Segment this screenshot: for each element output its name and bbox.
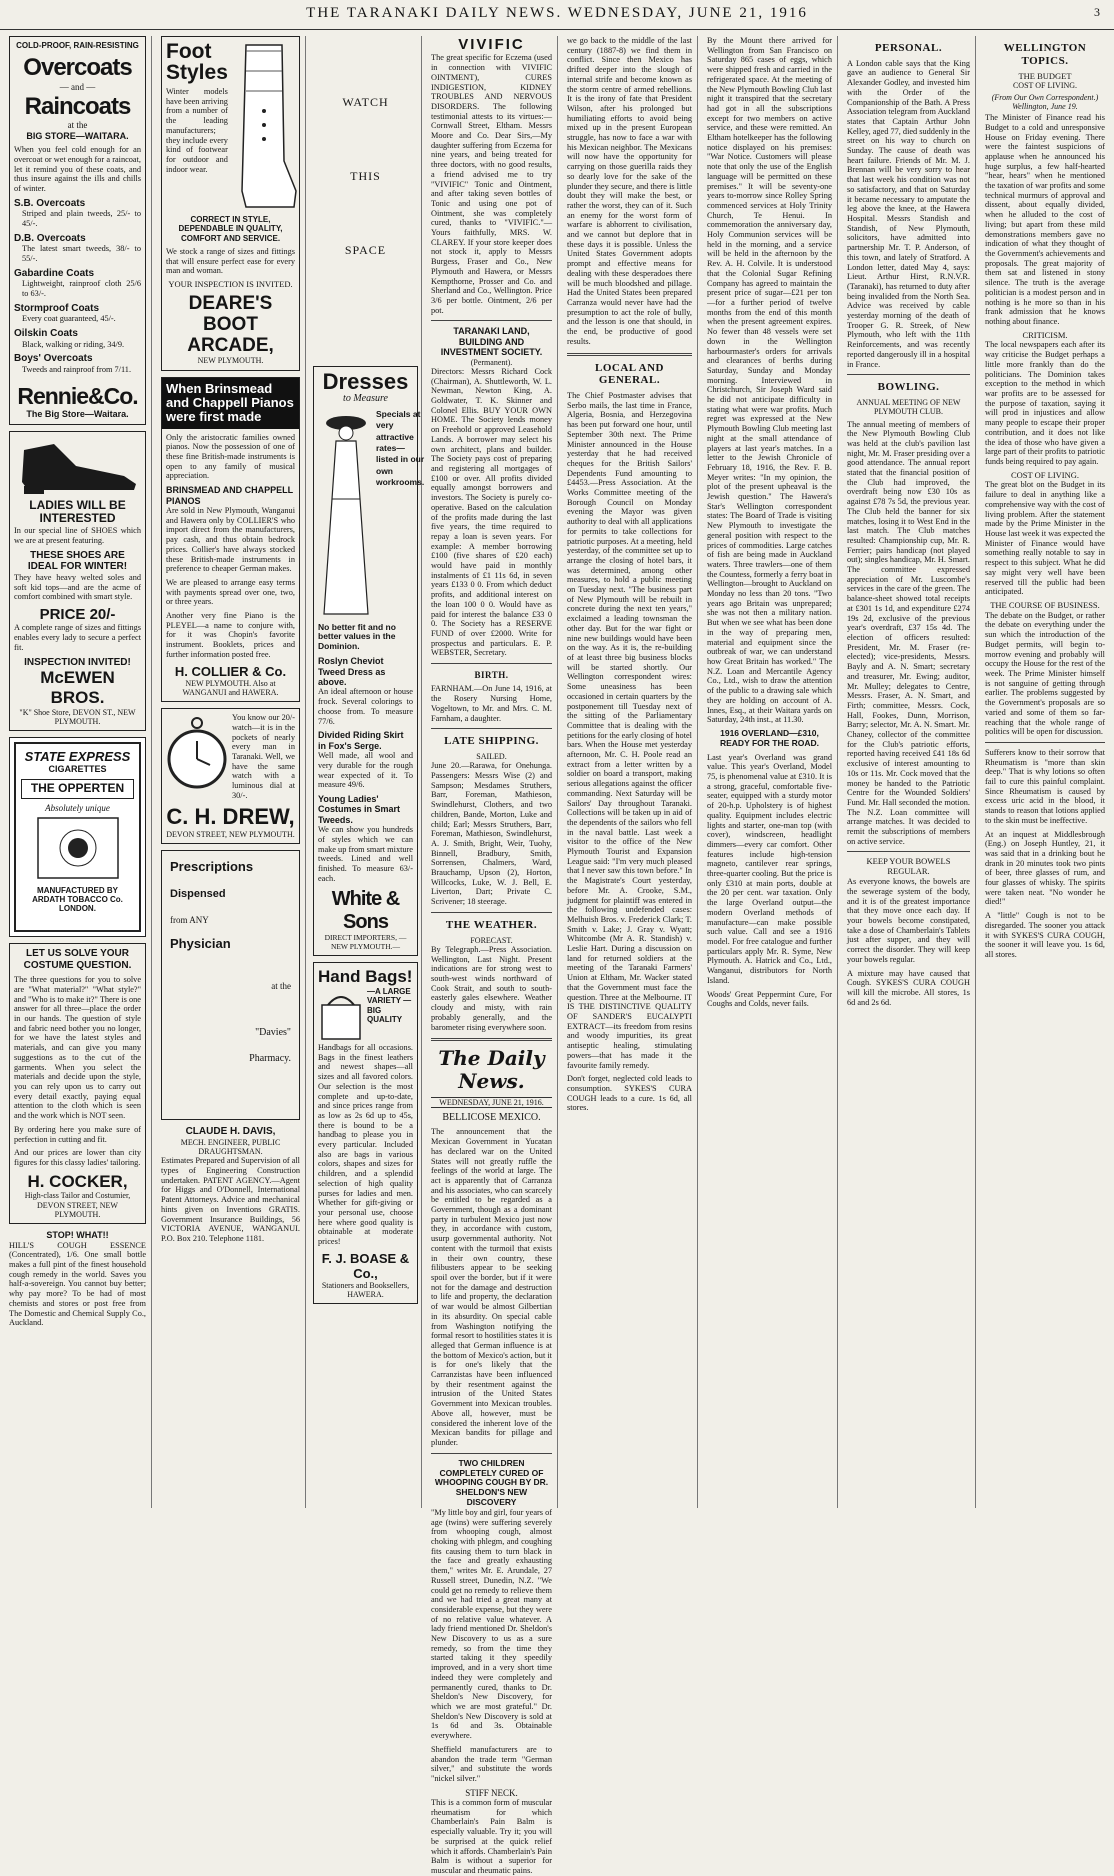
cocker-order: By ordering here you make sure of perfection in cutting and fit. — [14, 1124, 141, 1144]
state-made: MANUFACTURED BY ARDATH TOBACCO Co. LONDON. — [32, 885, 123, 914]
cost2-title: COST OF LIVING. — [1010, 469, 1080, 480]
rennie-brand-sub: The Big Store—Waitara. — [26, 409, 129, 420]
budget-body: The Minister of Finance read his Budget to a cold and unresponsive House on Friday evening. There were the faintest suspicions of applause when he announced his huge surplus, a few half-hearted "hear, hears" when he mentioned the taxation of war profits and some technical murmurs of approval and dissent, about equally divided, when he alluded to the cost of living; but apart from these mild demonstrations members gave no indication of what they thought of the Government's achievements and proposals. The great majority of them sat and listened in stony silence. The truth is the average politician is a modest person and in nothing is he more so than in his frank admission that he knows nothing about finance. — [985, 113, 1105, 326]
rennie-brand: Rennie&Co. — [17, 382, 138, 409]
mcewen-ad — [9, 431, 146, 731]
rennie-overcoats: Overcoats — [23, 54, 132, 82]
collier-h2: BRINSMEAD AND CHAPPELL PIANOS — [166, 485, 294, 506]
rennie-item-desc: The latest smart tweeds, 38/- to 55/-. — [22, 244, 141, 264]
local-general-title: LOCAL AND GENERAL. — [595, 361, 664, 387]
col6-body: By the Mount there arrived for Wellington from San Francisco on Saturday 865 cases of eggs, which were shipped fresh and carried in the refrigerated space. At the meeting of the New Plymouth Bowling Club last night it transpired that the secretary had got in all the subscriptions except for two members on active service, and these were remitted. An Eltham hotelkeeper has the following notice displayed on his premises: "War Notice. Customers will please note that only the use of the English language will be permitted on these premises." It will be seventy-one years to-morrow since Rolley Spring commenced services at Holy Trinity Church, Te Henui. In commemoration the anniversary day, Holy Communion services will be held in the morning, and a service will be held in the afternoon by the Rev. A. H. Colvile. It is understood that the Colonial Sugar Refining Company has agreed to maintain the present price of sugar—£21 per ton—for a further period of twelve months from the end of this month when the present agreement expires. No fewer than 48 vessels were set down in the Wellington harbourmaster's orders for arrivals and clearances of berths during Saturday, Sunday and Monday morning. Interviewed in Christchurch, Sir Joseph Ward said he did not anticipate difficulty in stating what were war profits. Much regret was expressed at the New Plymouth Bowling Club meeting last night at the small attendance of players at last year's matches. In a letter to the Jewish Chronicle of February 18, 1916, the Rev. F. B. Meyer writes: "In my opinion, the plot of the present upheaval is the Jewish question." The Hawera's Star's Wellington correspondent states: The Board of Trade is visiting New Plymouth to investigate the general position with respect to the prices of commodities. Large catches of fish are being made in Auckland waters. Three trawlers—one of them the Countess, formerly a ferry boat in Wellington—brought to Auckland on Monday no less than 20 tons. "Two years ago Britain was unprepared; she was not then a military nation. But when we see what has been done in the way of preparing men, material and equipment since the outbreak of war, we can understand how Great Britain has worked." The N.Z. Loan and Mercantile Agency Co., Ltd., wish to draw the attention of the public to a drawing sale which they are holding on account of A. Innes, Esq., at their Waitara yards on Saturday, 24th inst., at 11.30. — [707, 36, 832, 725]
rennie-raincoats: Raincoats — [24, 92, 131, 120]
rennie-item-name: Oilskin Coats — [14, 328, 78, 340]
column-1 — [4, 36, 152, 1508]
birth-body: FARNHAM.—On June 14, 1916, at the Rosery Nursing Home, Vogeltown, to Mr. and Mrs. C. M. Farnham, a daughter. — [431, 684, 552, 723]
dresses-cheviot: Roslyn Cheviot Tweed Dress as above. — [318, 656, 386, 688]
column-3 — [310, 36, 425, 1508]
davis-body: Estimates Prepared and Supervision of all types of Engineering Construction undertaken. PATENT AGENCY.—Agent for Higgs and O'Donnell, International Patent Attorneys. Advice and mechanical hints given on Inventions GRATIS. Government Insurance Buildings, 56 VICTORIA AVENUE, WANGANUI. P.O. Box 210. Telephone 1181. — [161, 1156, 300, 1243]
hill-title: STOP! WHAT!! — [46, 1230, 109, 1241]
personal-body: A London cable says that the King gave an audience to General Sir Alexander Godley, and invested him with the Order of the Companionship of the Bath. A Press Association telegram from Auckland states that Captain Arthur John Kelley, aged 77, died suddenly in the street on his way to church on Sunday. The cause of death was heart failure. Friends of Mr. M. J. Brennan will be very sorry to hear that last week his condition was not so satisfactory, and that on Saturday it became necessary to amputate the leg above the knee, at the Hawera Hospital. Messrs Standish and Standish, of New Plymouth, solicitors, have admitted into partnership Mr. T. P. Anderson, of this town, and lately of Stratford. A London letter, dated May 4, says: Lieut. Arthur Hirst, R.N.V.R. (Taranaki), has returned to duty after being invalided from the North Sea. Advice was received by cable yesterday morning of the death of Trooper G. R. Streek, of New Plymouth, who left with the 11th Reinforcements, and was recently reported dangerously ill in a hospital in France. — [847, 58, 970, 369]
land-title: TARANAKI LAND, BUILDING AND INVESTMENT SOCIETY. — [440, 326, 543, 358]
watch-illustration — [166, 713, 228, 793]
dresses-fitter: No better fit and no better values in the Dominion. — [318, 621, 396, 652]
stiff-neck-title: STIFF NECK. — [465, 1787, 518, 1798]
rennie-item-desc: Black, walking or riding, 34/9. — [22, 339, 125, 349]
davies-l6: "Davies" — [255, 1027, 291, 1039]
column-2 — [156, 36, 306, 1508]
cough-title: TWO CHILDREN COMPLETELY CURED OF WHOOPING COUGH BY DR. SHELDON'S NEW DISCOVERY — [434, 1457, 549, 1508]
bags-sub: —A LARGE VARIETY —BIG QUALITY — [367, 986, 412, 1024]
cocker-addr: High-class Tailor and Costumier, DEVON STREET, NEW PLYMOUTH. — [24, 1191, 131, 1219]
watch-space-ad — [313, 96, 418, 366]
inquest-note: At an inquest at Middlesbrough (Eng.) on Joseph Huntley, 21, it was said that in a drinking bout he drank in 20 minutes took two pints of beer, three glasses of rum, and four glasses of whisky. The spirits were taken neat. "No wonder he died!" — [985, 829, 1105, 907]
rennie-intro: When you feel cold enough for an overcoat or wet enough for a raincoat, let it remind you of these coats, and thus insure against the ills and chills of winter. — [14, 145, 141, 194]
cocker-ad — [9, 943, 146, 1224]
cocker-name: H. COCKER, — [27, 1171, 128, 1191]
course-title: THE COURSE OF BUSINESS. — [990, 599, 1100, 610]
dresses-specials: Specials at very attractive rates—listed in our own workrooms. — [376, 408, 425, 488]
davis-name: CLAUDE H. DAVIS, — [185, 1126, 276, 1138]
state-brand: STATE EXPRESS — [24, 749, 131, 765]
paper-title: The Daily News. — [438, 1046, 545, 1094]
collier-name: H. COLLIER & Co. — [174, 663, 287, 679]
editorial-continued: we go back to the middle of the last century (1887-8) we find them in conflict. Since then Mexico has drifted deeper into the slough of internal strife and become known as the storm centre of armed rebellions. It is the irony of fate that President Wilson, after his prolonged but humiliating efforts to avoid being mixed up in the present European struggle, has now to face a war with his Mexican neighbor. The Mexicans will now have the opportunity for carrying on those guerilla raids they so dearly love for the sake of the plunder they secure, and there is little doubt they will make the best, or rather the worst, they can of it. Such an enemy for the worst form of warfare is abhorrent to civilisation, and we cannot but deplore that in these days it is possible. Unless the United States Government adopts prompt and effective means for dealing with these desperadoes there will be much bloodshed and pillage. Had the United States been prepared Carranza would never have had the presumption to act the role of bully, and the lesson is one that should, in the end, be productive of good results. — [567, 36, 692, 346]
bowling-title: BOWLING. — [877, 381, 940, 394]
white-sons-ad — [313, 366, 425, 956]
dresses-cheviot-desc: An ideal afternoon or house frock. Several colorings to choose from. To measure 77/6. — [318, 687, 413, 726]
dresses-young-desc: We can show you hundreds of styles which we can make up from smart mixture tweeds. Lined and well finished. To measure 63/- each. — [318, 825, 413, 883]
drew-body: You know our 20/- watch—it is in the pockets of nearly every man in Taranaki. Well, we have the same watch with a luminous dial at 30/-. — [232, 713, 295, 800]
rennie-item — [14, 353, 141, 374]
woods-ad: Woods' Great Peppermint Cure, For Coughs and Colds, never fails. — [707, 989, 832, 1009]
dresses-divided-desc: Well made, all wool and very durable for the rough wear expected of it. To measure 49/6. — [318, 751, 413, 790]
correspondent: (From Our Own Correspondent.) Wellington, June 19. — [991, 92, 1099, 111]
drew-name: C. H. DREW, — [166, 804, 295, 830]
rennie-item-desc: Lightweight, rainproof cloth 25/6 to 63/-. — [22, 279, 141, 299]
davies-l4: Physician — [170, 935, 231, 951]
boase-ad — [313, 962, 418, 1304]
sheffield-note: Sheffield manufacturers are to abandon the trade term "German silver," and substitute the words "nickel silver." — [431, 1744, 552, 1783]
davies-l2: Dispensed — [170, 888, 226, 901]
drew-ad — [161, 708, 300, 844]
local-general-body: The Chief Postmaster advises that Serbo mails, the last time in France, Algeria, Bosnia, and Herzegovina has been put forward one hour, until September 30th next. The Prime Minister announced in the House yesterday that he had received cheques for the British Sailors' Dependents Fund amounting to £4453.—Press Association. At the Works Committee meeting of the Borough Council on Monday evening the Mayor was given authority to deal with all applications for permits to take collections for patriotic purposes. At a meeting, held yesterday, of the committee set up to arrange the closing of hotel bars, it was determined, among other measures, to hold a public meeting on Tuesday next. "The business part of New Plymouth will be rebuilt in concrete during the next ten years," exclaimed a leading townsman the other day. But for the war fight or nine new buildings would have been on the way. As it is, the re-building of at least three big business blocks will be started shortly. Our Wellington correspondent wires: Some uneasiness has been occasioned in certain quarters by the postponement till Tuesday next of the sitting of the Parliamentary Committee that is dealing with the petitions for the early closing of hotel bars. When the House met yesterday afternoon, Mr. C. H. Poole read an extract from a letter written by a soldier on board a transport, making serious allegations against the officer commanding. Next Saturday will be Sailors' Day throughout Taranaki. Collections will be taken up in aid of the dependents of the sailors who fell in the naval battle. Last week a visitor to the office of the New Plymouth Tourist and Expansion League said: "I'm very much pleased that I never saw this town before." In the Magistrate's Court yesterday, before Mr. A. Crooke, S.M., judgment for plaintiff was entered in the following undefended cases: Melhuish Bros. v. Frederick Clark; T. Smith v. Lake; J. Gray v. Wyatt; Whitcombe (Mr A. R. Standish) v. Leslie Hart. During a discussion on land for returned soldiers at the meeting of the Taranaki Farmers' Union at Eltham, Mr. Wacker stated that the Government must face the question. Three at the Melbourne. IT IS THE DISTINCTIVE QUALITY OF SANDER'S EUCALYPTI EXTRACT—its freedom from resins and woody impurities, its great antiseptic healing, stimulating powers—that has made it the favourite family remedy. — [567, 391, 692, 1070]
criticism-body: The local newspapers each after its way criticise the Budget perhaps a little more frankly than do the politicians. The Dominion takes exception to the method in which war profits are to be assessed for the purpose of taxation, saying it will prod in injustices and allow many people to escape their proper contribution, and it does not like the idea of those who have given a large part of their profits to patriotic funds being required to pay again. — [985, 340, 1105, 466]
collier-ad — [161, 377, 300, 702]
collier-p2: Are sold in New Plymouth, Wanganui and Hawera only by COLLIER'S who import direct from the manufacturers, pay cash, and thus obtain bedrock prices. Collier's have always stocked these British-made instruments in preference to cheaper German makes. — [166, 505, 295, 574]
mcewen-p2: They have heavy welted soles and soft kid tops—and are the acme of comfort combined with smart style. — [14, 572, 141, 602]
dresses-divided: Divided Riding Skirt in Fox's Serge. — [318, 730, 404, 751]
foot-name: DEARE'S BOOT ARCADE, — [187, 292, 274, 356]
column-7 — [842, 36, 976, 1508]
davies-l5: at the — [271, 980, 291, 991]
bags-title: Hand Bags! — [318, 967, 413, 987]
davies-l7: Pharmacy. — [249, 1052, 291, 1064]
vivific-title: VIVIFIC — [458, 36, 525, 53]
davies-l3: from ANY — [170, 915, 209, 926]
dresses-young: Young Ladies' Costumes in Smart Tweeds. — [318, 793, 401, 825]
davies-l1: Prescriptions — [170, 859, 254, 875]
rennie-item — [14, 233, 141, 264]
rennie-store: BIG STORE—WAITARA. — [26, 130, 129, 141]
white-sons-brand: White & Sons — [331, 887, 400, 933]
budget-title: THE BUDGET — [1018, 70, 1072, 81]
collier-p4: Another very fine Piano is the PLEYEL—a name to conjure with, for it was Chopin's favorite instrument. Booklets, prices and further information posted free. — [166, 611, 295, 659]
rennie-and: — and — — [59, 82, 96, 93]
collier-title: When Brinsmead and Chappell Pianos were first made — [162, 378, 299, 429]
rennie-ad — [9, 36, 146, 425]
rennie-item — [14, 303, 141, 324]
rennie-item-name: D.B. Overcoats — [14, 232, 86, 244]
mcewen-p3: A complete range of sizes and fittings enables every lady to secure a perfect fit. — [14, 623, 141, 652]
collier-p1: Only the aristocratic families owned pianos. Now the possession of one of these fine British-made instruments is open to any family of musical appreciation. — [166, 432, 295, 481]
criticism-title: CRITICISM. — [1022, 329, 1068, 340]
mcewen-h1: LADIES WILL BE INTERESTED — [29, 497, 126, 526]
white-sons-sub: DIRECT IMPORTERS, —NEW PLYMOUTH.— — [324, 932, 407, 951]
shoe-illustration — [14, 436, 144, 496]
land-sub: (Permanent). — [470, 357, 513, 367]
land-body: Directors: Messrs Richard Cock (Chairman), A. Shuttleworth, W. L. Newman, Newton King, A. Goldwater, T. K. Skinner and Colonel Ellis. BUY YOUR OWN HOME. The Society lends money on Freehold or approved Leasehold Lands. A borrower may select his own architect, plans and builder. The Society pays cost of preparing and registering all mortgages of £100 or over. All profits divided equally amongst borrowers and investors. The Society is purely co-operative. Based on the calculation of the profits made during the last five years, the time required to repay a loan is seven years. For example: A member borrowing £100 (five shares of £20 each) would have paid in monthly instalments of £1 11s 6d, in seven years £133 0 0. From which deduct profits, and additional interest on the loan 100 0 0. Would have as paid for interest the balance £33 0 0. The Society has a RESERVE FUND of over £2000. Write for prospectus and particulars. E. P. WEBSTER, Secretary. — [431, 366, 552, 658]
sykes-ad: A mixture may have caused that Cough. SYKES'S CURA COUGH will kill the microbe. All stores, 1s 6d and 2s 6d. — [847, 968, 970, 1007]
watch-w2: THIS — [350, 168, 381, 183]
foot-stock: We stock a range of sizes and fittings that will ensure perfect ease for every man and woman. — [166, 246, 295, 276]
local-general-end: Don't forget, neglected cold leads to consumption. SYKES'S CURA COUGH leads to a cure. 1s 6d, all stores. — [567, 1074, 692, 1113]
cocker-title: LET US SOLVE YOUR COSTUME QUESTION. — [23, 948, 132, 971]
davies-ad — [161, 850, 300, 1120]
mcewen-invite: INSPECTION INVITED! — [24, 656, 131, 668]
mcewen-name: McEWEN BROS. — [40, 668, 115, 707]
birth-title: BIRTH. — [474, 670, 509, 681]
cocker-prices: And our prices are lower than city figures for this classy ladies' tailoring. — [14, 1148, 141, 1167]
collier-addr: NEW PLYMOUTH. Also at WANGANUI and HAWERA. — [182, 678, 279, 697]
rennie-at: at the — [67, 120, 88, 131]
stiff-neck-body: This is a common form of muscular rheumatism for which Chamberlain's Pain Balm is especially valuable. Try it; you will be surprised at the quick relief which it affords. Chamberlain's Pain Balm is without a superior for muscular and rheumatic pains. — [431, 1798, 552, 1875]
cigarette-box-illustration — [33, 813, 123, 883]
collier-p3: We are pleased to arrange easy terms with payments spread over one, two, or three years. — [166, 577, 295, 607]
dresses-title: Dresses — [322, 369, 409, 394]
page-number: 3 — [1094, 5, 1100, 19]
state-express-ad — [9, 737, 146, 937]
shipping-sub: SAILED. — [476, 752, 507, 762]
foot-title: Foot Styles — [166, 40, 228, 84]
overland-title: 1916 OVERLAND—£310, READY FOR THE ROAD. — [719, 727, 820, 748]
watch-w3: SPACE — [344, 242, 387, 257]
bowels-title: KEEP YOUR BOWELS REGULAR. — [866, 856, 951, 877]
personal-title: PERSONAL. — [874, 42, 943, 54]
wellington-topics-title: WELLINGTON TOPICS. — [1003, 42, 1087, 67]
cost-title: COST OF LIVING. — [1012, 81, 1078, 91]
dresses-sub: to Measure — [343, 393, 388, 404]
weather-sub: FORECAST. — [470, 935, 513, 945]
boase-name: F. J. BOASE & Co., — [321, 1250, 410, 1281]
rennie-item-desc: Striped and plain tweeds, 25/- to 45/-. — [22, 209, 141, 229]
cost2-body: The great blot on the Budget in its failure to deal in anything like a comprehensive way with the cost of living problem. After the statement made by the Prime Minister in the House last week it was expected the Minister of Finance would have something really notable to say in respect to this subject. What he did say might very well have been reserved till the public had been anticipated. — [985, 480, 1105, 597]
bowling-body: The annual meeting of members of the New Plymouth Bowling Club was held at the club's pavilion last night, Mr. M. Fraser presiding over a good attendance. The annual report stated that the financial position of the Club had improved, the overdraft being now £30 10s as against £78 7s 5d, the previous year. The Club held the banner for six matches, losing it to West End in the last match. The Club matches resulted: Championship cup, Mr. R. Ferrier; pairs handicap (not played out); singles handicap, Mr. H. Smart. The committee expressed appreciation of Mr. Luscombe's services in the care of the green. The balance-sheet showed total receipts at £301 1s 1d, and expenditure £274 19s 2d, exclusive of the previous year's overdraft, £37 15s 4d. The election of officers resulted: President, Mr. M. Fraser (re-elected); vice-presidents, Messrs. Bayly and A. N. Smart; secretary and treasurer, Mr. Ewing; auditor, Mr. Mulley; delegates to Centre, Messrs. Fraser, A. N. Smart, and Firth; committee, Messrs. Cock, Hall, Fookes, Dunn, Morrison, Barry; selector, Mr. A. N. Smart. Mr. Chaney, collector of the committee for the Club's patriotic efforts, reported having received £41 18s 6d exclusive of interest amounting to 10s or 11s. Mr. Cock moved that the money be handed to the Patriotic Centre for the Wounded Soldiers' Fund. Mr. Hall seconded the motion. The N.Z. Loan committee will arrange matches. It was decided to remit the subscriptions of members on active service. — [847, 419, 970, 846]
hill-body: HILL'S COUGH ESSENCE (Concentrated), 1/6. One small bottle makes a full pint of the finest household cough remedy in the world. Saves you half-a-sovereign. You cannot buy better; why pay more? To be had of most chemists and stores or post free from The Domestic and Chemical Supply Co., Auckland. — [9, 1240, 146, 1328]
weather-body: By Telegraph.—Press Association. Wellington, Last Night. Present indications are for strong west to south-west winds northward of Cook Strait, and south to south-easterly gales elsewhere. Weather cloudy and misty, with rain probably generally, and the barometer rising everywhere soon. — [431, 944, 552, 1032]
mcewen-p1: In our special line of SHOES which we are at present featuring. — [14, 526, 141, 546]
lady-figure-illustration — [318, 409, 374, 619]
overland-body: Last year's Overland was grand value. This year's Overland, Model 75, is phenomenal value at £310. It is a strong, graceful, comfortable five-seater, equipped with a sturdy motor of 20-h.p. Upholstery is of highest quality. Equipment includes electric lights and starter, one-man top (with cover), windscreen, headlight dimmers—every car comfort. Other features include high-tension magneto, cantilever rear springs, three-quarter cooling. But the price is only £310 at main ports, double at the 20 per cent. war taxation. Only the large Overland output—the modern Overland methods of manufacture—can make possible such value. Call and see a 1916 model. For free catalogue and further particulars apply Mr. R. Syme, New Plymouth. A. Hatrick and Co., Ltd., Wanganui, distributors for North Island. — [707, 752, 832, 985]
rennie-item-desc: Tweeds and rainproof from 7/11. — [22, 364, 132, 374]
rennie-item — [14, 268, 141, 299]
column-6 — [702, 36, 838, 1508]
rheumatism-ad: Sufferers know to their sorrow that Rheumatism is "more than skin deep." That is why lotions so often fail to cure this painful complaint. Since Rheumatism is caused by excess uric acid in the blood, it stands to reason that lotions applied to the skin must be ineffective. — [985, 747, 1105, 825]
paper-date: WEDNESDAY, JUNE 21, 1916. — [431, 1097, 552, 1108]
weather-title: THE WEATHER. — [445, 918, 538, 931]
mcewen-price: PRICE 20/- — [39, 606, 116, 624]
rennie-item-name: Gabardine Coats — [14, 267, 95, 279]
state-cig: CIGARETTES — [48, 764, 107, 775]
foot-addr: NEW PLYMOUTH. — [197, 356, 264, 366]
watch-w1: WATCH — [342, 95, 389, 109]
rennie-item-name: S.B. Overcoats — [14, 197, 86, 209]
state-tagline: Absolutely unique — [45, 802, 110, 813]
rennie-item-name: Boys' Overcoats — [14, 353, 93, 365]
bowling-sub: ANNUAL MEETING OF NEW PLYMOUTH CLUB. — [856, 398, 961, 417]
cough-body: "My little boy and girl, four years of age (twins) were suffering severely from whooping cough, almost choking with phlegm, and coughing fits causing them to turn black in the face and greatly exhausting them," writes Mr. E. Arundale, 27 Russell street, Dunedin, N.Z. "We could get no remedy to relieve them and we had tried a great many at considerable expense, but they were of no relative value whatever. A lady friend mentioned Dr. Sheldon's New Discovery to us as a sure remedy, so from the time they started taking it they speedily improved, and in a very short time indeed they were completely and permanently cured, thanks to Dr. Sheldon's New Discovery, for which we are most grateful." Dr. Sheldon's New Discovery is sold at 1s 6d and 3s. Obtainable everywhere. — [431, 1507, 552, 1741]
masthead-title: THE TARANAKI DAILY NEWS. WEDNESDAY, JUNE 21, 1916 — [306, 5, 808, 21]
cocker-body: The three questions for you to solve are "What material?" "What style?" and "Who is to make it?" There is one answer for all three—place the order in our hands. The question of style and fabric need bother you no longer, for we have the latest styles and materials, and can give you many suggestions as to the cut of the garments. When you select the materials and decide upon the style, you can rely upon us to carry out every detail exactly, paying equal attention to the cloth which is seen and the work which is NOT seen. — [14, 975, 141, 1121]
mcewen-h2: THESE SHOES ARE IDEAL FOR WINTER! — [27, 549, 128, 573]
column-4 — [426, 36, 558, 1875]
vivific-body: The great specific for Eczema (used in connection with VIVIFIC OINTMENT), CURES INDIGESTION, KIDNEY TROUBLES AND NERVOUS DISORDERS. The following testimonial attests to its virtues:— Cornwall Street, Eltham. Messrs Moore and Co. Dear Sirs,—My daughter suffering from Eczema for nine years, and being treated for three doctors, with no good results, a friend advised me to try "VIVIFIC" Tonic and Ointment, and after taking seven bottles of Tonic and using one pot of Ointment, she was completely cured, thanks to "VIVIFIC."—Yours faithfully, MRS. W. CLAREY. If your store keeper does not stock it, apply to Messrs Burgess, Fraser and Co., New Plymouth and Hawera, or Messrs Kempthorne, Prosser and Co. and Sherland and Co., Wellington. Price 3/6 per bottle. Ointment, 2/6 per pot. — [431, 53, 552, 315]
drew-addr: DEVON STREET, NEW PLYMOUTH. — [166, 829, 295, 839]
state-number: THE OPPERTEN — [21, 779, 134, 799]
boase-addr: Stationers and Booksellers, HAWERA. — [321, 1280, 410, 1300]
foot-body: Winter models have been arriving from a number of the leading manufacturers; they include every kind of footwear for outdoor and indoor wear. — [166, 87, 228, 174]
rennie-item — [14, 198, 141, 229]
shipping-body: June 20.—Rarawa, for Onehunga. Passengers: Messrs Wise (2) and Sampson; Mesdames Struthers, Barr, Foreman, Mathieson, Swindlehurst, Clothers, and two children, Bande, Morton, Luke and child; Earl; Messrs Struthers, Barr, Foreman, Mathieson, Swindlehurst, A. J. Smith, Bright, Weir, Tuohy, Binnell, Bradbury, Smith, Sorrensen, Chalmers, Ward, Brauchamp, Upson (2), Horton, Willcocks, Luke, W. J. Bell, E. Liverton, Dart; Private C. Scrivener; 18 steerage. — [431, 761, 552, 907]
foot-tag: CORRECT IN STYLE, DEPENDABLE IN QUALITY, COMFORT AND SERVICE. — [178, 215, 283, 243]
rennie-item-desc: Every coat guaranteed, 45/-. — [22, 314, 116, 324]
editorial-head: BELLICOSE MEXICO. — [442, 1111, 541, 1123]
course-body: The debate on the Budget, or rather the debate on everything under the sun which the introduction of the Budget permits, will begin to-morrow evening and probably will occupy the House for the rest of the week. The Prime Minister himself is not sanguine of getting through earlier. The problems suggested by the Government's proposals are so varied and some of them so far-reaching that the whole range of politics will be open for discussion. — [985, 610, 1105, 737]
shipping-title: LATE SHIPPING. — [444, 735, 539, 748]
bags-body: Handbags for all occasions. Bags in the finest leathers and newest shapes—all sizes and all favored colors. Our selection is the most complete and up-to-date, and since prices range from as low as 2s 6d up to 45s, there is bound to be a handbag to please you in every particular. Included also are bags in various colors, shapes and sizes for children, and a splendid selection of high quality purses for ladies and men. Whether for gift-giving or your personal use, choose here where good quality is obtainable at moderate prices! — [318, 1042, 413, 1247]
rennie-top: COLD-PROOF, RAIN-RESISTING — [16, 41, 139, 50]
rennie-item — [14, 328, 141, 349]
column-5 — [562, 36, 698, 1508]
foot-insp: YOUR INSPECTION IS INVITED. — [168, 278, 293, 289]
editorial-body: The announcement that the Mexican Government in Yucatan has declared war on the United States will not greatly ruffle the feelings of the world at large. The act is apparently that of Carranza and his associates, who can scarcely be entitled to be regarded as a Government, though as a dominant party in turbulent Mexico just now they, in accordance with custom, usurp governmental authority. Not content with the turmoil that exists in their own country, these filibusters appear to be seeking spoil over the border, but if it were not for the damage and destruction to life and property, the declaration of war would be almost Gilbertian in its absurdity. On special cable from Washington notifying the formal resort to hostilities states it is alleged that German influence is at the bottom of Mexico's action, but it is for one's likely that the Carranzistas have been influenced by their resentment against the intrusion of the United States Government into Mexican troubles. Above all, however, must be considered the inherent love of the Mexican bandits for pillage and plunder. — [431, 1127, 552, 1447]
column-8 — [980, 36, 1110, 1508]
mcewen-addr: "K" Shoe Store, DEVON ST., NEW PLYMOUTH. — [19, 707, 136, 726]
sykes-ad-2: A "little" Cough is not to be disregarded. The sooner you attack it with SYKES'S CURA COUGH, the sooner it will leave you. 1s 6d, all stores. — [985, 911, 1105, 959]
masthead — [0, 0, 1114, 30]
boot-illustration — [232, 41, 298, 211]
bowels-body: As everyone knows, the bowels are the sewerage system of the body, and it is of the greatest importance that they move once each day. If your bowels become constipated, take a dose of Chamberlain's Tablets just after supper, and they will correct the disorder. They will keep your bowels regular. — [847, 877, 970, 964]
deares-ad — [161, 36, 300, 371]
rennie-item-name: Stormproof Coats — [14, 302, 99, 314]
davis-role: MECH. ENGINEER, PUBLIC DRAUGHTSMAN. — [180, 1137, 281, 1157]
handbag-illustration — [318, 987, 364, 1043]
